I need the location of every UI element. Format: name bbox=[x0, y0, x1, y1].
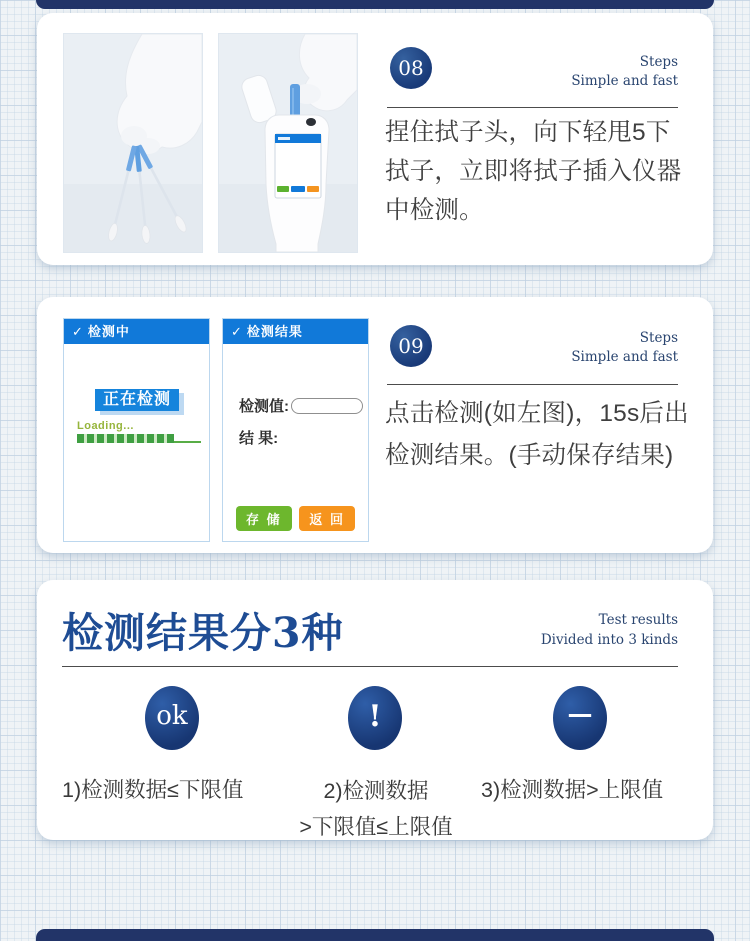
back-button[interactable]: 返 回 bbox=[299, 506, 355, 531]
result-rule-2-line2: >下限值≤上限值 bbox=[299, 815, 453, 839]
steps-caption-line1: Steps bbox=[639, 330, 678, 346]
result-rule-3: 3)检测数据>上限值 bbox=[481, 778, 664, 802]
check-icon: ✓ bbox=[231, 324, 243, 339]
steps-caption-line1: Steps bbox=[639, 54, 678, 70]
section-divider bbox=[387, 384, 678, 385]
result-rule-2-line1: 2)检测数据 bbox=[323, 779, 429, 803]
steps-english-caption bbox=[571, 329, 678, 367]
bottom-section-edge-bar bbox=[36, 929, 714, 941]
steps-caption-line2: Simple and fast bbox=[571, 73, 678, 89]
testing-screen-title: 检测中 bbox=[87, 324, 130, 339]
photo-gloved-hand-swabs bbox=[63, 33, 203, 253]
step-09-card bbox=[37, 297, 713, 553]
save-button[interactable]: 存 储 bbox=[236, 506, 292, 531]
top-section-edge-bar bbox=[36, 0, 714, 9]
results-caption-line2: Divided into 3 kinds bbox=[540, 632, 678, 648]
testing-screen-mockup bbox=[63, 318, 210, 542]
result-screen-header bbox=[223, 319, 368, 344]
steps-caption-line2: Simple and fast bbox=[571, 349, 678, 365]
step-08-card bbox=[37, 13, 713, 265]
swabs-photo-illustration bbox=[64, 34, 202, 252]
result-label: 结 果: bbox=[239, 430, 279, 447]
loading-label: Loading... bbox=[77, 420, 134, 432]
step-description: 捏住拭子头，向下轻甩5下拭子，立即将拭子插入仪器中检测。 bbox=[385, 119, 682, 224]
steps-english-caption bbox=[571, 53, 678, 91]
testing-status-button[interactable]: 正在检测 bbox=[95, 389, 179, 411]
section-divider bbox=[387, 107, 678, 108]
result-rule-2 bbox=[283, 773, 469, 845]
photo-device-swab-insert bbox=[218, 33, 358, 253]
results-english-caption bbox=[541, 610, 678, 650]
progress-bar-track bbox=[174, 441, 201, 443]
check-icon: ✓ bbox=[72, 324, 84, 339]
step-description: 点击检测(如左图)，15s后出检测结果。(手动保存结果) bbox=[385, 400, 689, 469]
detect-value-label: 检测值: bbox=[239, 398, 289, 415]
testing-screen-header bbox=[64, 319, 209, 344]
result-screen-title: 检测结果 bbox=[246, 324, 303, 339]
results-title: 检测结果分3种 bbox=[62, 609, 344, 657]
step-number-badge: 08 bbox=[390, 47, 432, 89]
ok-result-icon: ok bbox=[145, 686, 199, 750]
results-caption-line1: Test results bbox=[598, 612, 678, 628]
result-rule-1: 1)检测数据≤下限值 bbox=[62, 778, 244, 802]
progress-bar-filled bbox=[77, 434, 174, 443]
detect-value-row bbox=[239, 395, 363, 416]
warning-result-icon: ! bbox=[348, 686, 402, 750]
device-photo-illustration bbox=[219, 34, 357, 252]
step-number-badge: 09 bbox=[390, 325, 432, 367]
result-screen-mockup bbox=[222, 318, 369, 542]
detect-value-input[interactable] bbox=[291, 398, 363, 414]
test-results-card bbox=[37, 580, 713, 840]
section-divider bbox=[62, 666, 678, 667]
minus-result-icon: — bbox=[553, 686, 607, 750]
